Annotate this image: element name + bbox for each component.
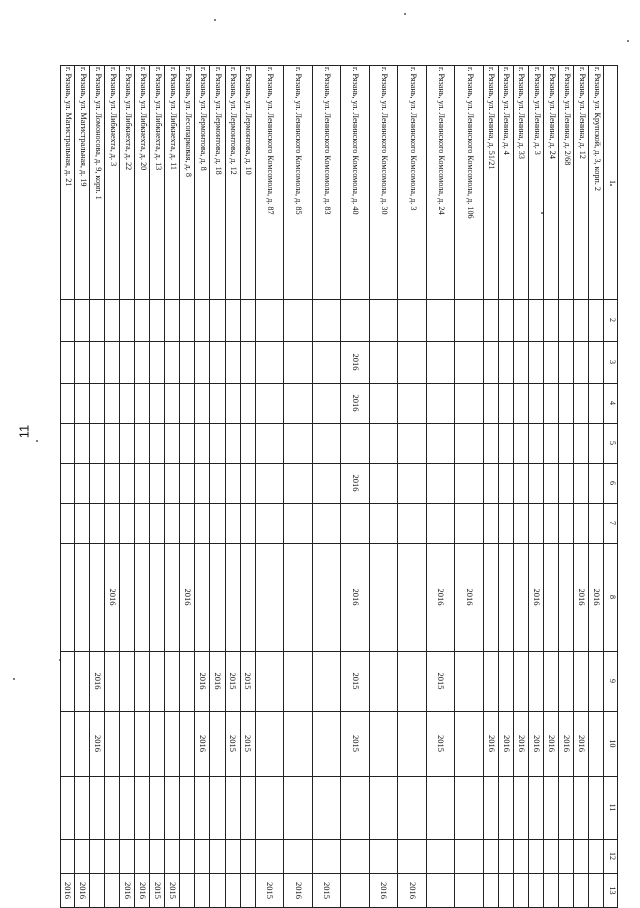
address-cell: г. Рязань, ул. Либкнехта, д. 13 [153,67,163,171]
year-cell: 2015 [265,882,276,899]
address-cell: г. Рязань, ул. Лермонтова, д. 10 [244,67,254,175]
year-cell: 2016 [516,735,527,752]
address-cell: г. Рязань, ул. Ленинского Комсомола, д. 87 [265,67,275,215]
year-cell: 2015 [228,672,239,690]
year-cell: 2016 [198,735,209,752]
address-cell: г. Рязань, ул. Ленинского Комсомола, д. 3 [408,67,418,211]
column-header-9: 9 [608,679,617,683]
year-cell: 2016 [350,394,361,412]
year-cell: 2015 [350,672,361,690]
grid-line-vertical [60,651,618,652]
grid-line-vertical [60,341,618,342]
column-header-11: 11 [608,803,617,812]
year-cell: 2016 [531,735,542,752]
grid-line-vertical [60,503,618,504]
grid-line-vertical [60,383,618,384]
rotated-table-wrapper [60,65,618,908]
year-cell: 2016 [561,735,572,752]
address-cell: г. Рязань, ул. Лермонтова, д. 18 [214,67,224,175]
address-cell: г. Рязань, ул. Ленинского Комсомола, д. 106 [465,67,475,219]
address-cell: г. Рязань, ул. Ленина, д. 3 [532,67,542,155]
address-cell: г. Рязань, ул. Ленина, д. 4 [502,67,512,155]
grid-line-vertical [60,423,618,424]
column-header-4: 4 [608,401,617,405]
address-cell: г. Рязань, ул. Либкнехта, д. 3 [108,67,118,167]
address-cell: г. Рязань, ул. Магистральная, д. 19 [78,67,88,187]
address-cell: г. Рязань, ул. Лермонтова, д. 12 [229,67,239,175]
address-cell: г. Рязань, ул. Ленина, д. 2/68 [562,67,572,166]
year-cell: 2016 [62,882,73,899]
column-header-10: 10 [608,739,617,748]
column-header-3: 3 [608,360,617,364]
address-cell: г. Рязань, ул. Ленинского Комсомола, д. 30 [380,67,390,215]
grid-line-vertical [60,839,618,840]
year-cell: 2016 [92,735,103,752]
year-cell: 2016 [92,672,103,690]
year-cell: 2016 [436,588,447,606]
year-cell: 2016 [379,882,390,899]
year-cell: 2016 [501,735,512,752]
year-cell: 2016 [213,672,224,690]
year-cell: 2015 [322,882,333,899]
year-cell: 2016 [546,735,557,752]
column-header-5: 5 [608,441,617,445]
column-header-2: 2 [608,318,617,322]
grid-line-vertical [60,299,618,300]
year-cell: 2015 [228,735,239,752]
address-cell: г. Рязань, ул. Либкнехта, д. 20 [138,67,148,171]
year-cell: 2016 [122,882,133,899]
column-header-6: 6 [608,481,617,485]
address-cell: г. Рязань, ул. Ленинского Комсомола, д. 24 [437,67,447,215]
year-cell: 2016 [350,474,361,492]
address-cell: г. Рязань, ул. Крупской, д. 3, корп. 2 [592,67,602,191]
year-cell: 2016 [591,588,602,606]
year-cell: 2016 [293,882,304,899]
column-header-13: 13 [608,886,617,895]
year-cell: 2016 [350,588,361,606]
year-cell: 2016 [350,353,361,371]
year-cell: 2016 [138,882,149,899]
address-cell: г. Рязань, ул. Либкнехта, д. 22 [123,67,133,171]
address-cell: г. Рязань, ул. Ломоносова, д. 9, корп. 1 [93,67,103,200]
year-cell: 2016 [77,882,88,899]
year-cell: 2016 [198,672,209,690]
year-cell: 2016 [531,588,542,606]
address-cell: г. Рязань, ул. Ленина, д. 33 [517,67,527,159]
address-cell: г. Рязань, ул. Ленина, д. 24 [547,67,557,159]
year-cell: 2016 [107,588,118,606]
address-cell: г. Рязань, ул. Ленина, д. 12 [577,67,587,159]
year-cell: 2015 [350,735,361,752]
address-cell: г. Рязань, ул. Ленина, д. 51/21 [487,67,497,170]
address-cell: г. Рязань, ул. Либкнехта, д. 11 [168,67,178,170]
address-cell: г. Рязань, ул. Ленинского Комсомола, д. 40 [351,67,361,215]
address-cell: г. Рязань, ул. Лермонтова, д. 8 [198,67,208,171]
year-cell: 2015 [243,735,254,752]
years-table [60,65,618,908]
year-cell: 2016 [576,588,587,606]
column-header-8: 8 [608,595,617,599]
year-cell: 2016 [183,588,194,606]
year-cell: 2015 [243,672,254,690]
address-cell: г. Рязань, ул. Ленинского Комсомола, д. 85 [294,67,304,215]
column-header-1: 1 [608,180,617,184]
year-cell: 2015 [168,882,179,899]
year-cell: 2015 [436,672,447,690]
year-cell: 2016 [576,735,587,752]
column-header-12: 12 [608,852,617,860]
address-cell: г. Рязань, ул. Ленинского Комсомола, д. 83 [322,67,332,215]
address-cell: г. Рязань, ул. Лесопарковая, д. 8 [183,67,193,177]
year-cell: 2016 [464,588,475,606]
year-cell: 2016 [486,735,497,752]
year-cell: 2015 [153,882,164,899]
column-header-7: 7 [608,521,617,525]
address-cell: г. Рязань, ул. Магистральная, д. 21 [63,67,73,187]
grid-line-vertical [60,463,618,464]
page-number: 11 [16,424,32,439]
grid-line-vertical [60,776,618,777]
year-cell: 2015 [436,735,447,752]
year-cell: 2016 [407,882,418,899]
